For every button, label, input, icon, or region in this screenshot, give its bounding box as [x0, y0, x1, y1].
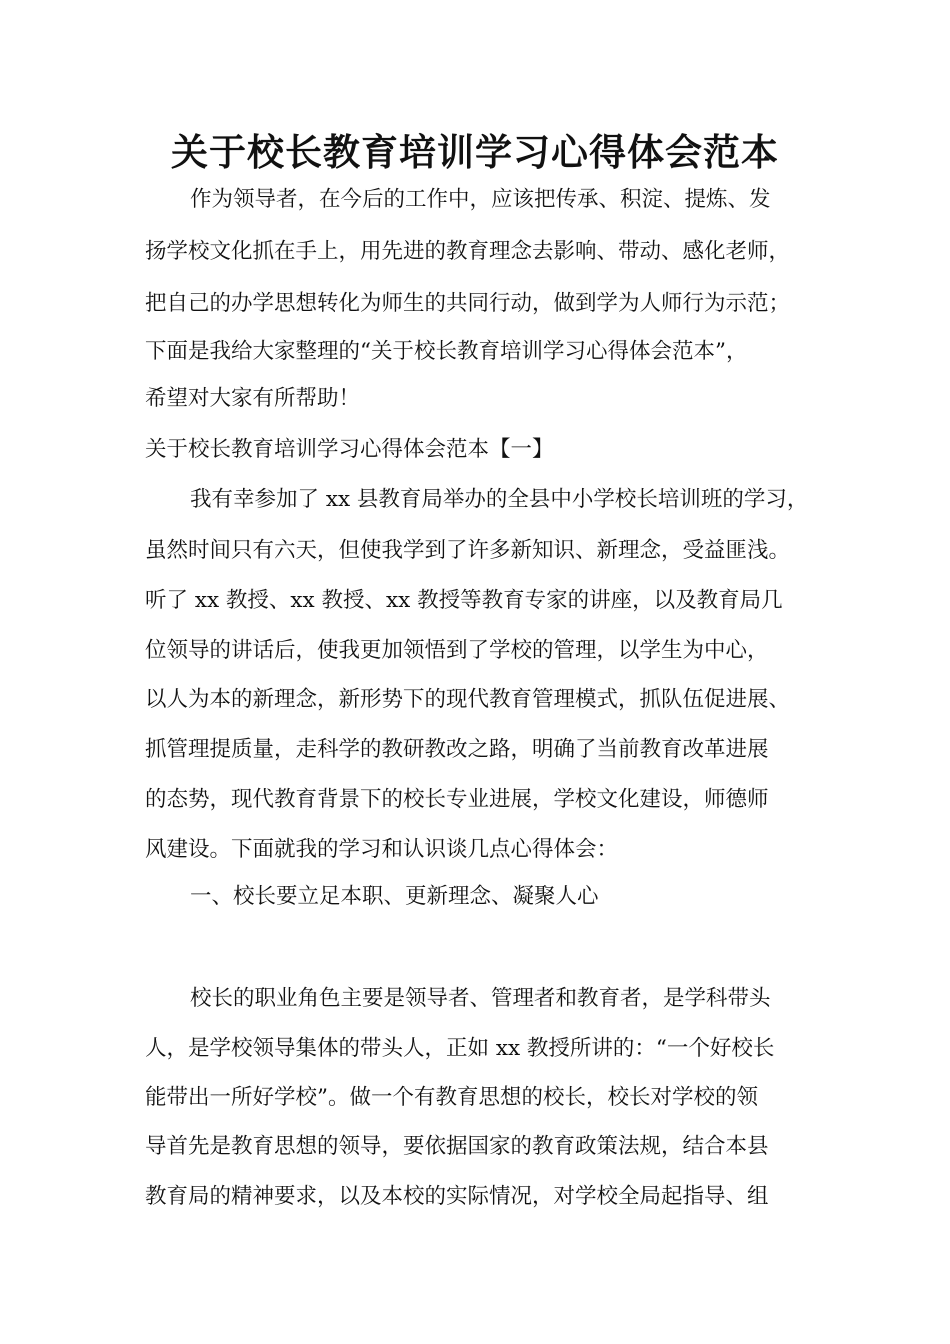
intro-line: 下面是我给大家整理的“关于校长教育培训学习心得体会范本”， [145, 339, 748, 364]
paragraph-line: 校长的职业角色主要是领导者、管理者和教育者，是学科带头 [190, 986, 771, 1011]
intro-line: 希望对大家有所帮助！ [145, 386, 361, 411]
paragraph-line: 导首先是教育思想的领导，要依据国家的教育政策法规，结合本县 [145, 1134, 769, 1159]
paragraph-line: 我有幸参加了 xx 县教育局举办的全县中小学校长培训班的学习， [190, 487, 809, 512]
intro-line: 作为领导者，在今后的工作中，应该把传承、积淀、提炼、发 [190, 187, 771, 212]
paragraph-line: 的态势，现代教育背景下的校长专业进展，学校文化建设，师德师 [145, 787, 769, 812]
paragraph-line: 抓管理提质量，走科学的教研教改之路，明确了当前教育改革进展 [145, 737, 769, 762]
paragraph-line: 位领导的讲话后，使我更加领悟到了学校的管理，以学生为中心， [145, 638, 769, 663]
intro-line: 把自己的办学思想转化为师生的共同行动，做到学为人师行为示范； [145, 291, 791, 316]
intro-line: 扬学校文化抓在手上，用先进的教育理念去影响、带动、感化老师， [145, 239, 791, 264]
paragraph-line: 人，是学校领导集体的带头人，正如 xx 教授所讲的：“一个好校长 [145, 1036, 775, 1061]
paragraph-line: 能带出一所好学校”。做一个有教育思想的校长，校长对学校的领 [145, 1085, 758, 1110]
paragraph-line: 听了 xx 教授、xx 教授、xx 教授等教育专家的讲座，以及教育局几 [145, 588, 783, 613]
paragraph-line: 虽然时间只有六天，但使我学到了许多新知识、新理念，受益匪浅。 [145, 538, 791, 563]
point-heading: 一、校长要立足本职、更新理念、凝聚人心 [190, 884, 599, 909]
document-title: 关于校长教育培训学习心得体会范本 [171, 131, 779, 174]
paragraph-line: 教育局的精神要求，以及本校的实际情况，对学校全局起指导、组 [145, 1184, 769, 1209]
paragraph-line: 以人为本的新理念，新形势下的现代教育管理模式，抓队伍促进展、 [145, 687, 791, 712]
section-heading: 关于校长教育培训学习心得体会范本【一】 [145, 437, 554, 462]
paragraph-line: 风建设。下面就我的学习和认识谈几点心得体会： [145, 837, 619, 862]
